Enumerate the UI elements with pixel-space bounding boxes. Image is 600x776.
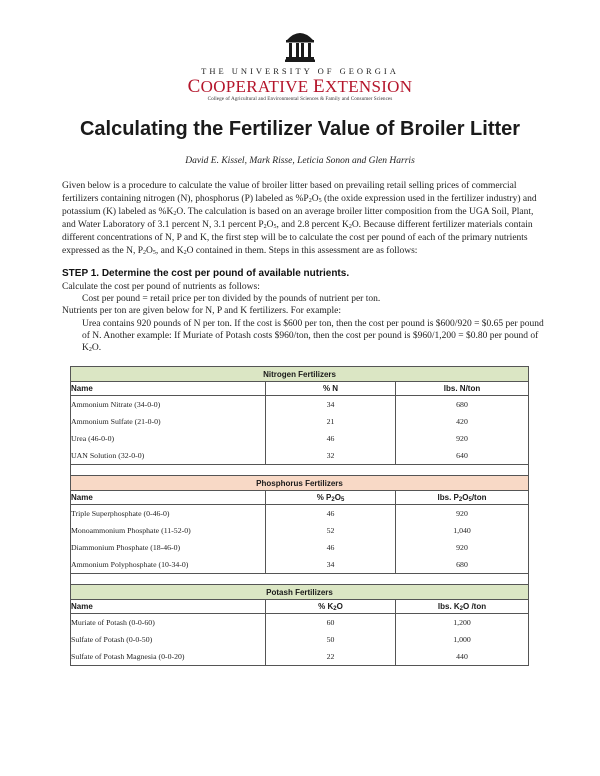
table-row [71, 539, 529, 556]
lbs-per-ton: 1,000 [396, 631, 529, 648]
authors: David E. Kissel, Mark Risse, Leticia Sonon and Glen Harris [185, 156, 415, 166]
nutrient-percent: 50 [266, 631, 396, 648]
fertilizer-name: Ammonium Nitrate (34-0-0) [71, 400, 161, 409]
fertilizer-name: Ammonium Polyphosphate (10-34-0) [71, 560, 189, 569]
lbs-per-ton: 920 [396, 539, 529, 556]
nutrient-percent: 46 [266, 430, 396, 447]
nutrient-percent: 22 [266, 648, 396, 666]
step1-heading: STEP 1. Determine the cost per pound of available nutrients. [62, 268, 350, 279]
column-header-percent: % N [266, 382, 396, 396]
nutrient-percent: 60 [266, 614, 396, 632]
university-arch-icon [285, 28, 315, 62]
fertilizer-name: Monoammonium Phosphate (11-52-0) [71, 526, 191, 535]
table-row [71, 556, 529, 574]
logo [0, 28, 600, 62]
nutrients-per-ton-intro: Nutrients per ton are given below for N, P and K fertilizers. For example: [62, 306, 342, 316]
fertilizer-name: Triple Superphosphate (0-46-0) [71, 509, 170, 518]
section-title: Potash Fertilizers [71, 585, 529, 600]
nutrient-percent: 32 [266, 447, 396, 465]
table-row [71, 430, 529, 447]
nutrient-percent: 46 [266, 505, 396, 523]
nitrogen-column-headers [71, 382, 529, 396]
college-name: College of Agricultural and Environmental Sciences & Family and Consumer Sciences [207, 96, 393, 102]
nutrient-percent: 52 [266, 522, 396, 539]
fertilizer-name: Urea (46-0-0) [71, 434, 115, 443]
fertilizer-name: Sulfate of Potash Magnesia (0-0-20) [71, 652, 185, 661]
nutrient-percent: 34 [266, 556, 396, 574]
column-header-name: Name [71, 600, 266, 614]
lbs-per-ton: 680 [396, 556, 529, 574]
fertilizer-name: UAN Solution (32-0-0) [71, 451, 145, 460]
phosphorus-section-header [71, 476, 529, 491]
phosphorus-column-headers [71, 491, 529, 505]
table-row [71, 447, 529, 465]
column-header-percent: % $P_2O_5$ [266, 491, 396, 505]
fertilizer-table [70, 366, 529, 666]
university-name: THE UNIVERSITY OF GEORGIA [201, 66, 399, 76]
potash-column-headers [71, 600, 529, 614]
potash-section-header [71, 585, 529, 600]
lbs-per-ton: 440 [396, 648, 529, 666]
fertilizer-name: Diammonium Phosphate (18-46-0) [71, 543, 181, 552]
nutrient-percent: 21 [266, 413, 396, 430]
fertilizer-name: Sulfate of Potash (0-0-50) [71, 635, 153, 644]
lbs-per-ton: 920 [396, 505, 529, 523]
page-title: Calculating the Fertilizer Value of Broiler Litter [79, 118, 521, 140]
lbs-per-ton: 680 [396, 396, 529, 414]
section-spacer [71, 574, 529, 585]
nutrient-percent: 34 [266, 396, 396, 414]
lbs-per-ton: 920 [396, 430, 529, 447]
table-row [71, 505, 529, 523]
table-row [71, 631, 529, 648]
column-header-lbs-per-ton: lbs. N/ton [396, 382, 529, 396]
cooperative-extension-wordmark: COOPERATIVE EXTENSION [187, 76, 413, 97]
column-header-percent: % $K_2O$ [266, 600, 396, 614]
column-header-name: Name [71, 491, 266, 505]
table-row [71, 522, 529, 539]
lbs-per-ton: 420 [396, 413, 529, 430]
section-title: Nitrogen Fertilizers [71, 367, 529, 382]
column-header-lbs-per-ton: lbs. $K_2O$ /ton [396, 600, 529, 614]
column-header-name: Name [71, 382, 266, 396]
section-spacer [71, 465, 529, 476]
table-row [71, 648, 529, 666]
calc-formula: Cost per pound = retail price per ton divided by the pounds of nutrient per ton. [82, 294, 381, 304]
lbs-per-ton: 640 [396, 447, 529, 465]
calc-intro: Calculate the cost per pound of nutrients as follows: [62, 282, 260, 292]
worked-examples: Urea contains 920 pounds of N per ton. If the cost is $600 per ton, then the cost per pound is $600/920 = $0.65 per pound of N. Another example: If Muriate of Potash costs $960/ton, then the cost per pound is $960/1,200 = $0.80 per pound of $K_2O$. [82, 319, 544, 353]
nitrogen-section-header [71, 367, 529, 382]
fertilizer-name: Ammonium Sulfate (21-0-0) [71, 417, 161, 426]
lbs-per-ton: 1,200 [396, 614, 529, 632]
intro-paragraph: Given below is a procedure to calculate the value of broiler litter based on prevailing retail selling prices of commercial fertilizers containing nitrogen (N), phosphorus (P) labeled as $\%P_2O_5$ (the oxide expression used in the fertilizer industry) and potassium (K) labeled as $\%K_2O$. The calculation is based on an average broiler litter composition from the UGA Soil, Plant, and Water Laboratory of 3.1 percent N, 3.1 percent $P_2O_5$, and 2.8 percent $K_2O$. Because different fertilizer materials contain different concentrations of N, P and K, the first step will be to calculate the cost per pound of each of the primary nutrients expressed as the N, $P_2O_5$, and $K_2O$ contained in them. Steps in this assessment are as follows: [62, 181, 537, 256]
section-title: Phosphorus Fertilizers [71, 476, 529, 491]
lbs-per-ton: 1,040 [396, 522, 529, 539]
fertilizer-name: Muriate of Potash (0-0-60) [71, 618, 155, 627]
nutrient-percent: 46 [266, 539, 396, 556]
table-row [71, 413, 529, 430]
table-row [71, 614, 529, 632]
column-header-lbs-per-ton: lbs. $P_2O_5$/ton [396, 491, 529, 505]
table-row [71, 396, 529, 414]
